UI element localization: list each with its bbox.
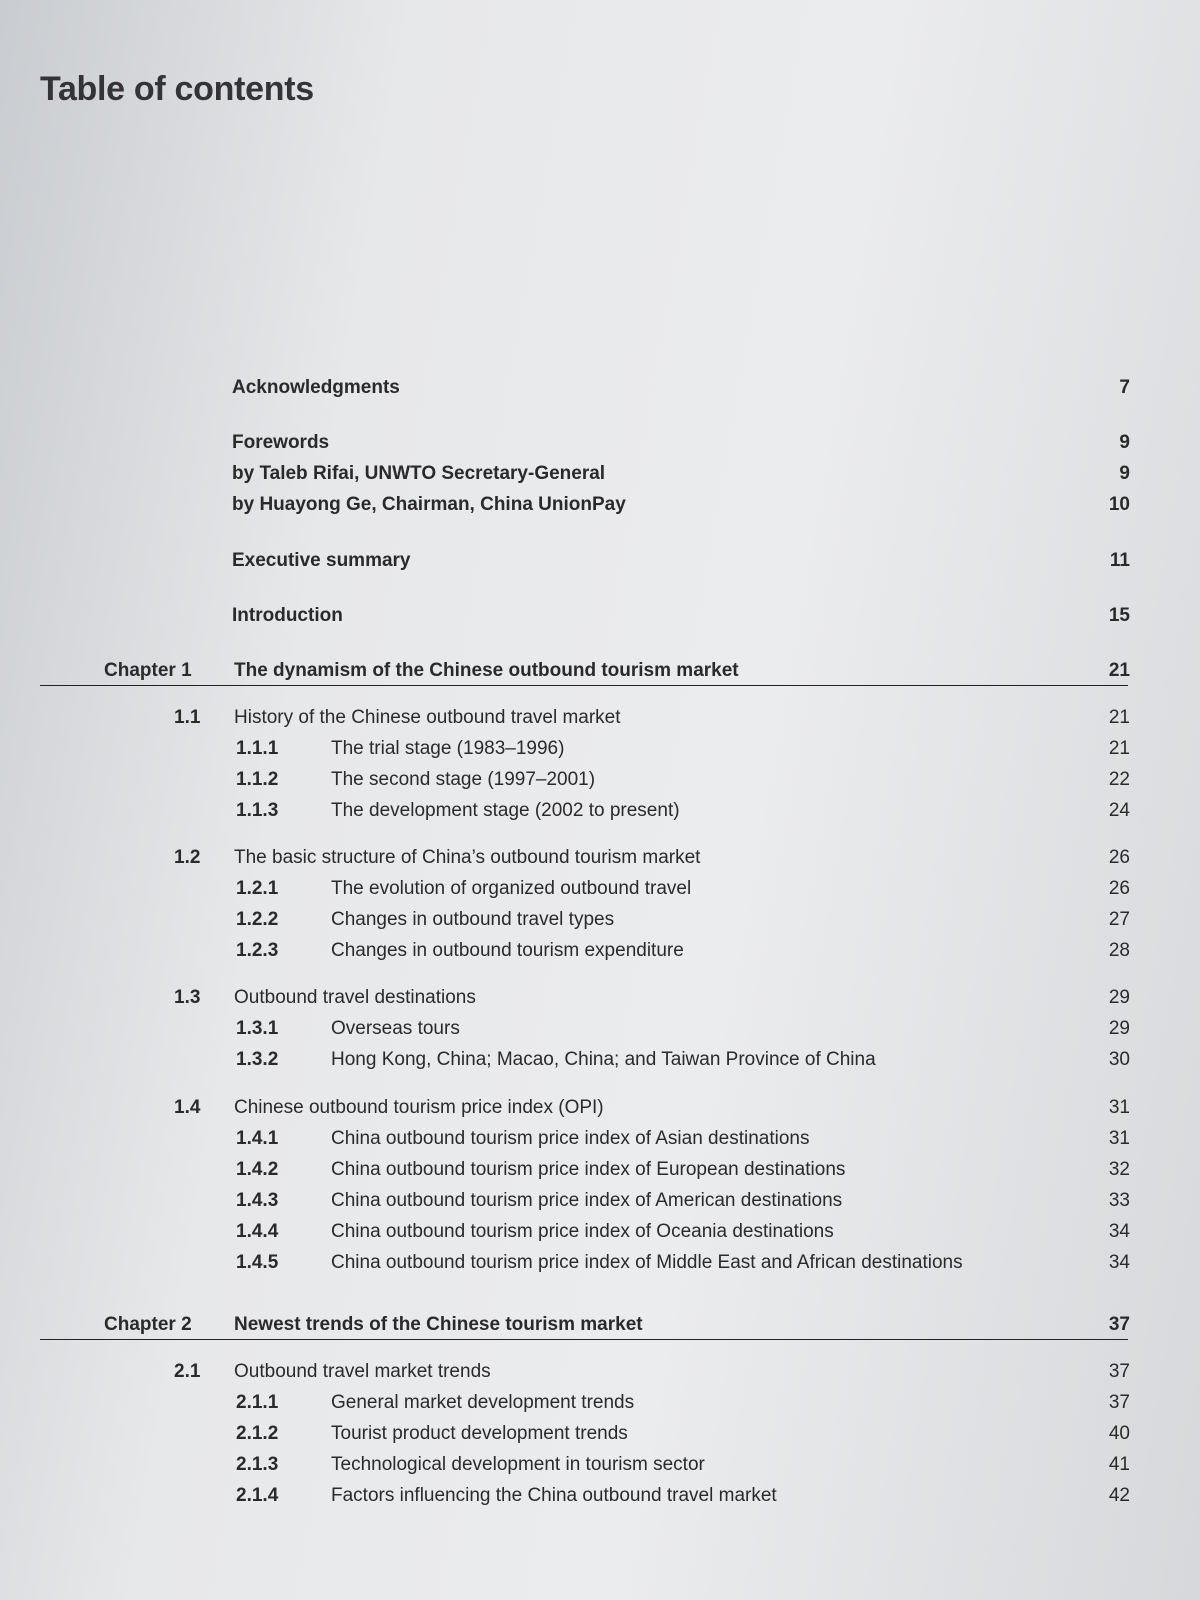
subsection-page: 34 — [1108, 1252, 1130, 1273]
section-page: 37 — [1108, 1361, 1130, 1382]
subsection-page: 22 — [1108, 769, 1130, 790]
chapter-title: The dynamism of the Chinese outbound tourism market — [234, 660, 739, 681]
subsection-entry — [0, 905, 1200, 935]
subsection-entry — [0, 796, 1200, 826]
entry-title: Forewords — [232, 432, 330, 453]
section-number: 1.2 — [174, 847, 201, 868]
subsection-entry — [0, 1124, 1200, 1154]
subsection-page: 42 — [1108, 1485, 1130, 1506]
subsection-title: Changes in outbound travel types — [331, 909, 615, 930]
entry-page: 11 — [1109, 550, 1130, 571]
subsection-number: 2.1.3 — [236, 1454, 279, 1475]
subsection-entry — [0, 1186, 1200, 1216]
subsection-page: 33 — [1108, 1190, 1130, 1211]
section-entry — [0, 983, 1200, 1013]
subsection-number: 1.2.1 — [236, 878, 279, 899]
section-number: 1.1 — [174, 707, 201, 728]
entry-title: by Huayong Ge, Chairman, China UnionPay — [232, 494, 626, 515]
chapter-divider — [40, 685, 1128, 686]
section-number: 2.1 — [174, 1361, 201, 1382]
subsection-entry — [0, 734, 1200, 764]
subsection-number: 1.1.2 — [236, 769, 279, 790]
entry-title: Introduction — [232, 605, 343, 626]
toc-entry — [0, 490, 1200, 520]
subsection-title: China outbound tourism price index of Middle East and African destinations — [331, 1252, 963, 1273]
section-page: 26 — [1108, 847, 1130, 868]
subsection-entry — [0, 765, 1200, 795]
subsection-entry — [0, 936, 1200, 966]
chapter-heading — [0, 1310, 1200, 1340]
entry-title: Acknowledgments — [232, 377, 400, 398]
subsection-page: 34 — [1108, 1221, 1130, 1242]
subsection-number: 2.1.2 — [236, 1423, 279, 1444]
section-page: 21 — [1108, 707, 1130, 728]
toc-entry — [0, 601, 1200, 631]
subsection-number: 1.2.2 — [236, 909, 279, 930]
toc-entry — [0, 546, 1200, 576]
subsection-page: 26 — [1108, 878, 1130, 899]
toc-entry — [0, 428, 1200, 458]
subsection-page: 41 — [1108, 1454, 1130, 1475]
section-title: Outbound travel destinations — [234, 987, 476, 1008]
entry-page: 15 — [1108, 605, 1130, 626]
subsection-entry — [0, 1217, 1200, 1247]
chapter-title: Newest trends of the Chinese tourism market — [234, 1314, 643, 1335]
subsection-page: 32 — [1108, 1159, 1130, 1180]
section-title: History of the Chinese outbound travel market — [234, 707, 621, 728]
entry-page: 10 — [1108, 494, 1130, 515]
subsection-number: 1.4.3 — [236, 1190, 279, 1211]
section-entry — [0, 703, 1200, 733]
subsection-number: 1.3.2 — [236, 1049, 279, 1070]
chapter-number: Chapter 2 — [104, 1314, 192, 1335]
subsection-title: General market development trends — [331, 1392, 635, 1413]
subsection-entry — [0, 1155, 1200, 1185]
subsection-page: 27 — [1108, 909, 1130, 930]
subsection-title: China outbound tourism price index of Oceania destinations — [331, 1221, 834, 1242]
entry-page: 7 — [1119, 377, 1130, 398]
subsection-page: 28 — [1108, 940, 1130, 961]
subsection-number: 1.2.3 — [236, 940, 279, 961]
section-page: 29 — [1108, 987, 1130, 1008]
section-entry — [0, 843, 1200, 873]
subsection-title: Factors influencing the China outbound travel market — [331, 1485, 777, 1506]
subsection-number: 1.4.1 — [236, 1128, 279, 1149]
subsection-page: 40 — [1108, 1423, 1130, 1444]
subsection-page: 21 — [1108, 738, 1130, 759]
subsection-number: 1.4.4 — [236, 1221, 279, 1242]
subsection-number: 1.3.1 — [236, 1018, 279, 1039]
subsection-number: 2.1.4 — [236, 1485, 279, 1506]
subsection-entry — [0, 1388, 1200, 1418]
section-title: Outbound travel market trends — [234, 1361, 491, 1382]
subsection-title: Hong Kong, China; Macao, China; and Taiwan Province of China — [331, 1049, 876, 1070]
subsection-page: 29 — [1108, 1018, 1130, 1039]
entry-title: by Taleb Rifai, UNWTO Secretary-General — [232, 463, 606, 484]
subsection-title: China outbound tourism price index of European destinations — [331, 1159, 846, 1180]
section-title: The basic structure of China’s outbound tourism market — [234, 847, 701, 868]
subsection-number: 1.4.5 — [236, 1252, 279, 1273]
section-number: 1.3 — [174, 987, 201, 1008]
chapter-number: Chapter 1 — [104, 660, 192, 681]
subsection-title: The evolution of organized outbound travel — [331, 878, 692, 899]
subsection-title: China outbound tourism price index of Asian destinations — [331, 1128, 810, 1149]
subsection-title: China outbound tourism price index of American destinations — [331, 1190, 843, 1211]
entry-title: Executive summary — [232, 550, 411, 571]
chapter-page: 21 — [1108, 660, 1130, 681]
subsection-entry — [0, 1014, 1200, 1044]
chapter-heading — [0, 656, 1200, 686]
subsection-page: 37 — [1108, 1392, 1130, 1413]
subsection-number: 1.4.2 — [236, 1159, 279, 1180]
subsection-title: Tourist product development trends — [331, 1423, 628, 1444]
section-entry — [0, 1357, 1200, 1387]
chapter-divider — [40, 1339, 1128, 1340]
subsection-number: 1.1.3 — [236, 800, 279, 821]
subsection-title: Changes in outbound tourism expenditure — [331, 940, 684, 961]
subsection-title: The development stage (2002 to present) — [331, 800, 680, 821]
subsection-page: 30 — [1108, 1049, 1130, 1070]
subsection-title: Overseas tours — [331, 1018, 460, 1039]
subsection-number: 1.1.1 — [236, 738, 279, 759]
chapter-page: 37 — [1108, 1314, 1130, 1335]
entry-page: 9 — [1119, 463, 1130, 484]
toc-entry — [0, 459, 1200, 489]
section-title: Chinese outbound tourism price index (OPI) — [234, 1097, 604, 1118]
subsection-entry — [0, 1045, 1200, 1075]
subsection-entry — [0, 1419, 1200, 1449]
section-number: 1.4 — [174, 1097, 201, 1118]
subsection-number: 2.1.1 — [236, 1392, 279, 1413]
page-title: Table of contents — [40, 70, 314, 108]
subsection-page: 24 — [1108, 800, 1130, 821]
subsection-entry — [0, 1481, 1200, 1511]
subsection-entry — [0, 874, 1200, 904]
section-entry — [0, 1093, 1200, 1123]
entry-page: 9 — [1119, 432, 1130, 453]
subsection-title: The second stage (1997–2001) — [331, 769, 596, 790]
subsection-entry — [0, 1450, 1200, 1480]
subsection-title: Technological development in tourism sector — [331, 1454, 705, 1475]
subsection-page: 31 — [1108, 1128, 1130, 1149]
toc-entry — [0, 373, 1200, 403]
subsection-entry — [0, 1248, 1200, 1278]
section-page: 31 — [1108, 1097, 1130, 1118]
subsection-title: The trial stage (1983–1996) — [331, 738, 565, 759]
